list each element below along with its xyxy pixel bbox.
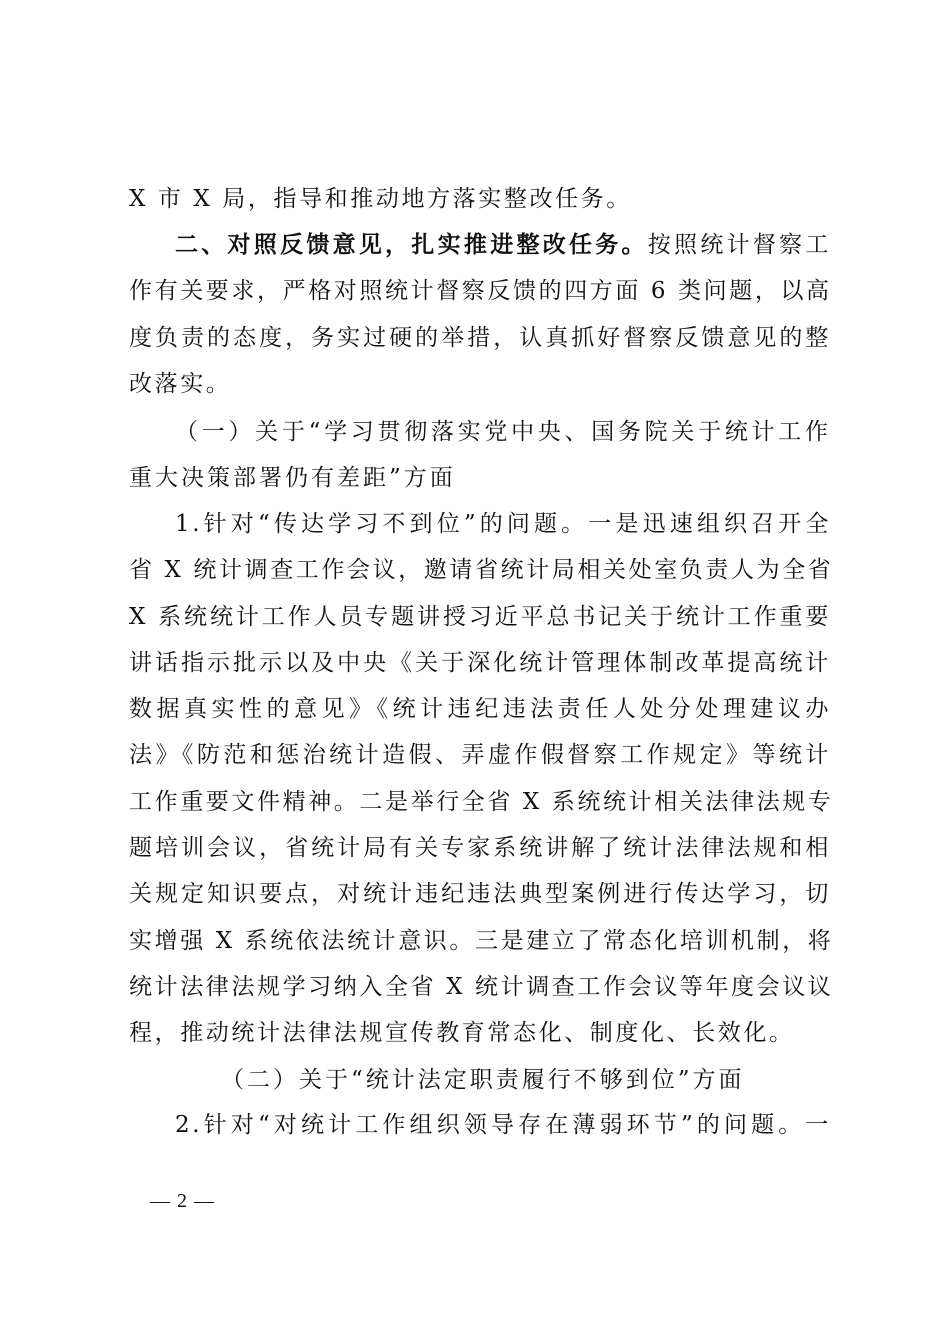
text-line: 程，推动统计法律法规宣传教育常态化、制度化、长效化。 (129, 1020, 795, 1047)
text-line: X 系统统计工作人员专题讲授习近平总书记关于统计工作重要 (129, 603, 831, 630)
text-line: 讲话指示批示以及中央《关于深化统计管理体制改革提高统计 (129, 649, 831, 676)
section-two-paragraph (129, 222, 831, 407)
section-two-lead: 按照统计督察工 (647, 232, 831, 258)
text-line: 统计法律法规学习纳入全省 X 统计调查工作会议等年度会议议 (129, 973, 834, 1000)
text-line: 2.针对“对统计工作组织领导存在薄弱环节”的问题。一 (175, 1112, 831, 1138)
page-number: — 2 — (150, 1190, 215, 1212)
text-line: 1.针对“传达学习不到位”的问题。一是迅速组织召开全 (175, 511, 831, 537)
text-line: 改落实。 (129, 370, 232, 397)
text-line: 法》《防范和惩治统计造假、弄虚作假督察工作规定》等统计 (129, 742, 831, 769)
text-line: 重大决策部署仍有差距”方面 (129, 465, 456, 492)
text-line: 作有关要求，严格对照统计督察反馈的四方面 6 类问题，以高 (129, 278, 832, 305)
text-line: 实增强 X 系统依法统计意识。三是建立了常态化培训机制，将 (129, 927, 834, 954)
section-two-heading: 二、对照反馈意见，扎实推进整改任务。 (175, 231, 648, 258)
text-line: 度负责的态度，务实过硬的举措，认真抓好督察反馈意见的整 (129, 324, 831, 351)
text-line: 题培训会议，省统计局有关专家系统讲解了统计法律法规和相 (129, 835, 831, 862)
subheading-one (129, 409, 831, 502)
text-line: （二）关于“统计法定职责履行不够到位”方面 (221, 1067, 745, 1093)
item-two-paragraph (129, 1102, 831, 1148)
item-one-paragraph (129, 501, 834, 1057)
text-line: 工作重要文件精神。二是举行全省 X 系统统计相关法律法规专 (129, 788, 834, 815)
text-line: 数据真实性的意见》《统计违纪违法责任人处分处理建议办 (129, 696, 831, 723)
text-line: X 市 X 局，指导和推动地方落实整改任务。 (129, 186, 632, 212)
text-line (129, 222, 831, 268)
text-line: （一）关于“学习贯彻落实党中央、国务院关于统计工作 (175, 419, 831, 445)
text-line: 省 X 统计调查工作会议，邀请省统计局相关处室负责人为全省 (129, 557, 834, 584)
paragraph-continuation (129, 176, 831, 222)
text-line: 关规定知识要点，对统计违纪违法典型案例进行传达学习，切 (129, 881, 831, 908)
subheading-two (129, 1057, 831, 1103)
